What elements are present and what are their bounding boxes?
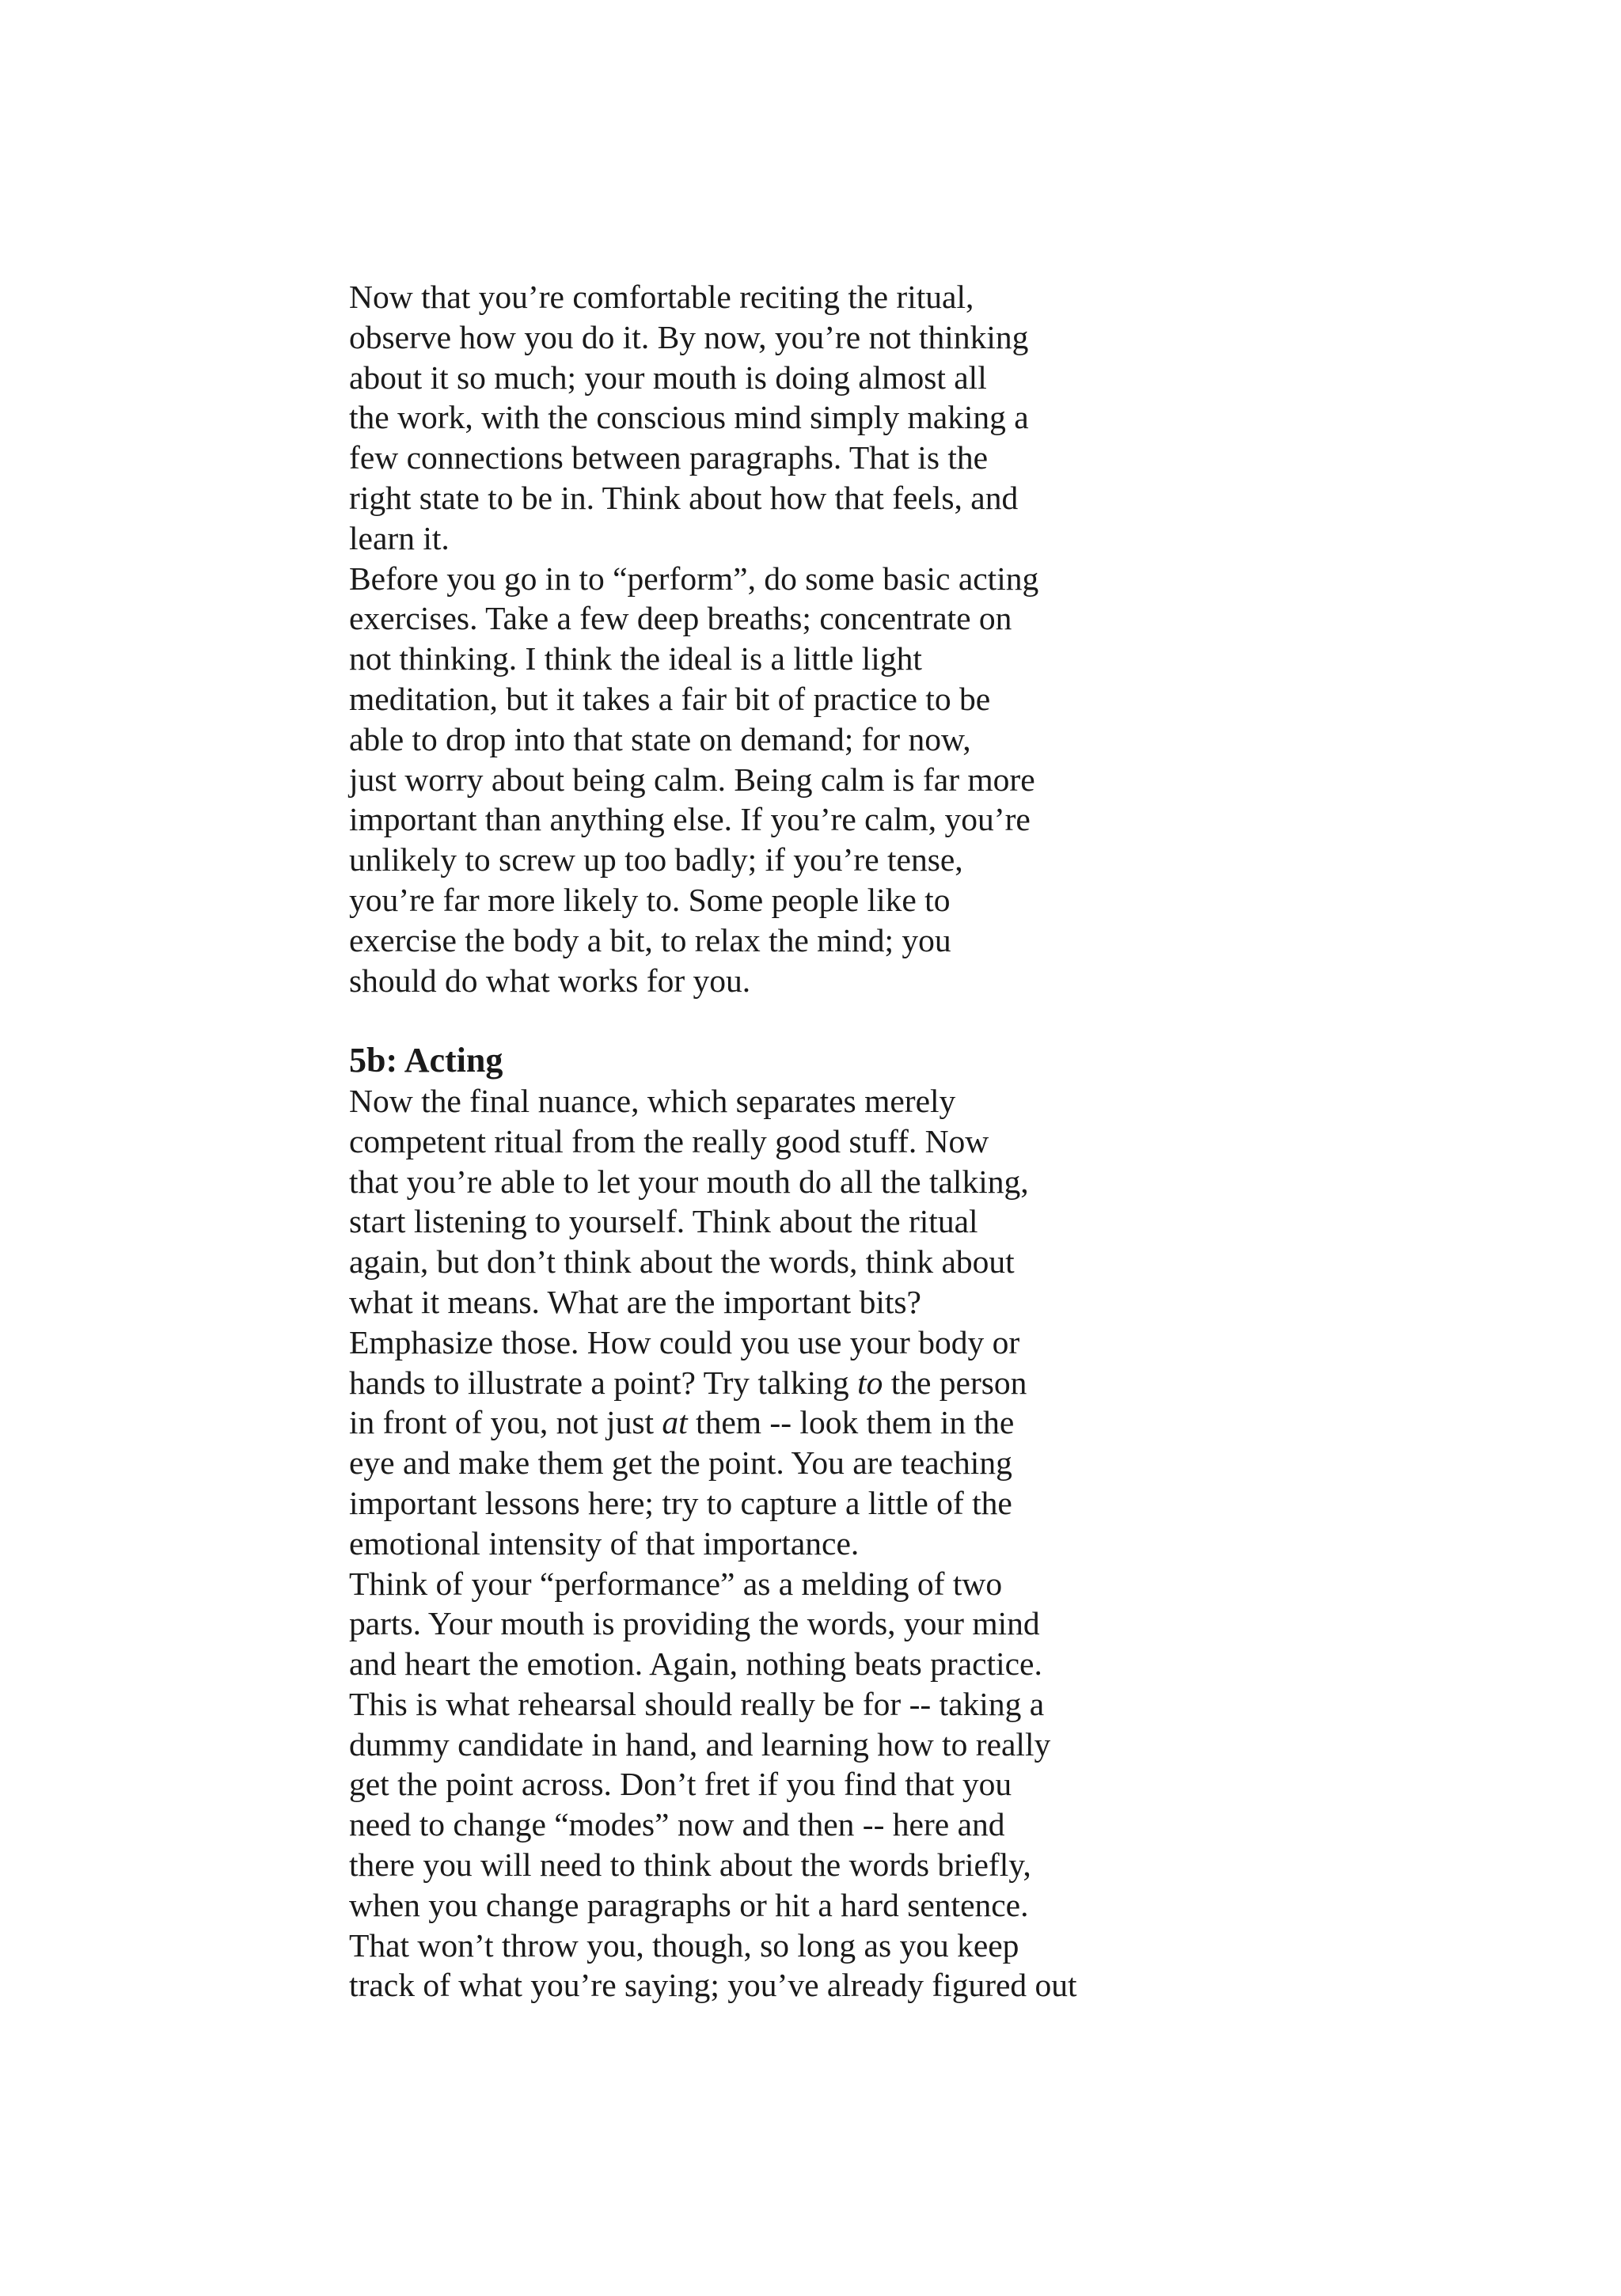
paragraph-line: Emphasize those. How could you use your body or — [349, 1323, 1020, 1361]
paragraph-line: start listening to yourself. Think about the ritual — [349, 1203, 978, 1240]
paragraph-line: get the point across. Don’t fret if you find that you — [349, 1766, 1012, 1803]
paragraph-line — [349, 1363, 1220, 1403]
paragraph-line: meditation, but it takes a fair bit of practice to be — [349, 680, 991, 717]
italic-emphasis: to — [857, 1364, 883, 1401]
paragraph-line: exercises. Take a few deep breaths; concentrate on — [349, 600, 1012, 637]
paragraph-line: This is what rehearsal should really be for -- taking a — [349, 1685, 1045, 1722]
paragraph-line: observe how you do it. By now, you’re not thinking — [349, 318, 1029, 355]
paragraph-line: not thinking. I think the ideal is a little light — [349, 640, 922, 677]
paragraph-line: what it means. What are the important bits? — [349, 1283, 921, 1320]
paragraph-line: Now that you’re comfortable reciting the ritual, — [349, 279, 974, 315]
paragraph-line: unlikely to screw up too badly; if you’re tense, — [349, 841, 963, 879]
paragraph-line: competent ritual from the really good stuff. Now — [349, 1122, 989, 1159]
paragraph-line: able to drop into that state on demand; for now, — [349, 720, 971, 757]
paragraph-line: learn it. — [349, 519, 450, 556]
section-spacer — [349, 1000, 1220, 1041]
paragraph-line: important lessons here; try to capture a little of the — [349, 1484, 1012, 1521]
paragraph-line: parts. Your mouth is providing the words, your mind — [349, 1605, 1040, 1642]
paragraph-line: Before you go in to “perform”, do some basic acting — [349, 560, 1039, 597]
paragraph-line: when you change paragraphs or hit a hard sentence. — [349, 1886, 1029, 1923]
text-run: them -- look them in the — [687, 1404, 1015, 1441]
section-heading: 5b: Acting — [349, 1041, 503, 1080]
text-run: in front of you, not just — [349, 1404, 662, 1441]
paragraph-line: should do what works for you. — [349, 962, 751, 999]
paragraph-line: the work, with the conscious mind simply making a — [349, 399, 1029, 436]
paragraph-line: exercise the body a bit, to relax the mind; you — [349, 921, 951, 958]
paragraph-line: Think of your “performance” as a melding of two — [349, 1565, 1003, 1602]
paragraph-line: there you will need to think about the words briefly, — [349, 1846, 1031, 1884]
paragraph-line: need to change “modes” now and then -- here and — [349, 1806, 1005, 1843]
paragraph-line: again, but don’t think about the words, think about — [349, 1243, 1015, 1281]
paragraph-line: That won’t throw you, though, so long as you keep — [349, 1926, 1019, 1964]
paragraph-line — [349, 1402, 1220, 1443]
paragraph-line: few connections between paragraphs. That is the — [349, 439, 989, 476]
text-run: the person — [883, 1364, 1027, 1401]
paragraph-line: track of what you’re saying; you’ve already figured out — [349, 1967, 1077, 2004]
paragraph-line: that you’re able to let your mouth do all the talking, — [349, 1163, 1029, 1200]
paragraph-line: right state to be in. Think about how that feels, and — [349, 479, 1019, 516]
paragraph-line: you’re far more likely to. Some people like to — [349, 881, 951, 918]
text-run: hands to illustrate a point? Try talking — [349, 1364, 858, 1401]
paragraph-line: eye and make them get the point. You are teaching — [349, 1444, 1012, 1482]
italic-emphasis: at — [662, 1404, 688, 1441]
section-intro — [349, 277, 1220, 1000]
paragraph-line: and heart the emotion. Again, nothing beats practice. — [349, 1645, 1042, 1683]
paragraph-line: Now the final nuance, which separates merely — [349, 1082, 956, 1119]
section-acting — [349, 1041, 1220, 2006]
paragraph-line: about it so much; your mouth is doing almost all — [349, 359, 987, 396]
paragraph-line: emotional intensity of that importance. — [349, 1524, 860, 1562]
paragraph-line: just worry about being calm. Being calm is far more — [349, 761, 1035, 798]
page-content — [349, 277, 1220, 2006]
paragraph-line: dummy candidate in hand, and learning how to really — [349, 1725, 1051, 1763]
paragraph-line: important than anything else. If you’re calm, you’re — [349, 801, 1031, 838]
